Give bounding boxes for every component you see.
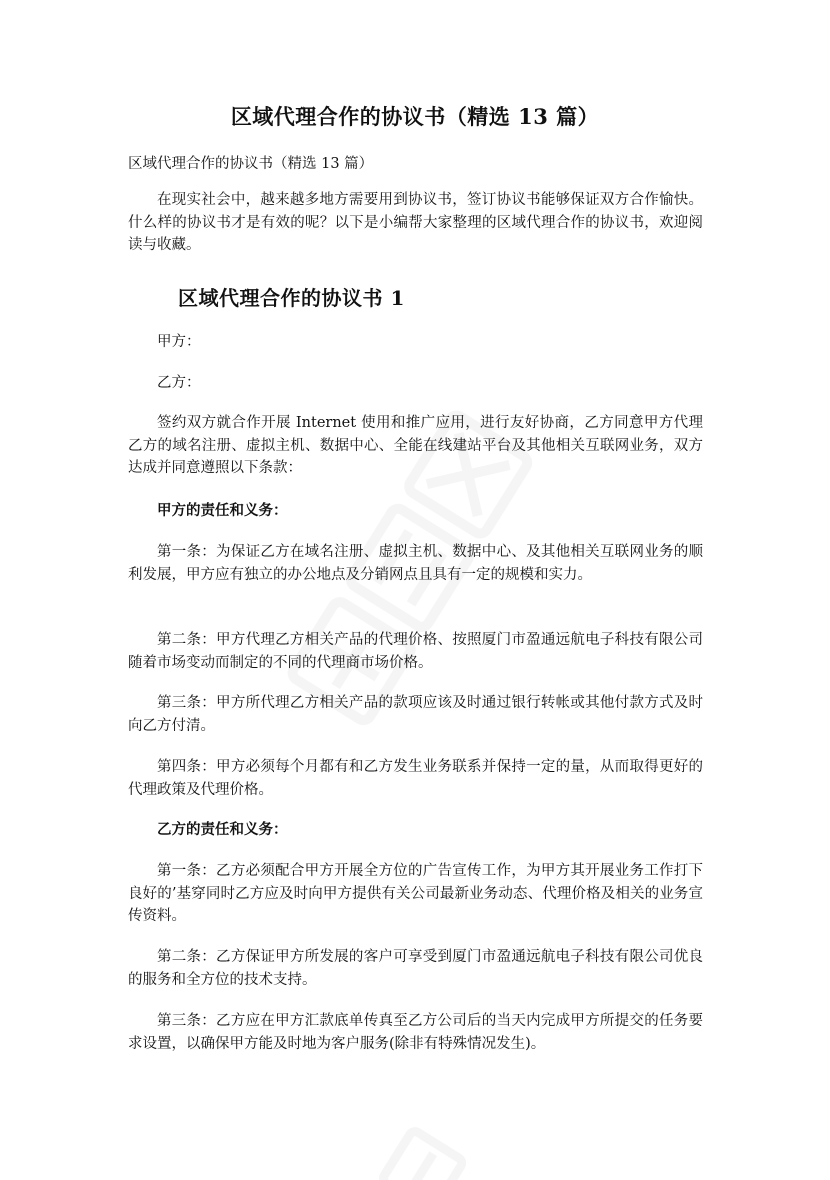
- party-a-clause-4: 第四条：甲方必须每个月都有和乙方发生业务联系并保持一定的量，从而取得更好的代理政策及代理价格。: [128, 759, 703, 798]
- document-subtitle: 区域代理合作的协议书（精选 13 篇）: [128, 156, 374, 172]
- party-a-clause-3: 第三条：甲方所代理乙方相关产品的款项应该及时通过银行转帐或其他付款方式及时向乙方付清。: [128, 695, 703, 734]
- party-b-clause-1: 第一条：乙方必须配合甲方开展全方位的广告宣传工作，为甲方其开展业务工作打下良好的’基穿同时乙方应及时向甲方提供有关公司最新业务动态、代理价格及相关的业务宣传资料。: [128, 863, 703, 924]
- intro-paragraph: 在现实社会中，越来越多地方需要用到协议书，签订协议书能够保证双方合作愉快。什么样的协议书才是有效的呢？以下是小编帮大家整理的区域代理合作的协议书，欢迎阅读与收藏。: [128, 192, 703, 253]
- party-b-clause-3: 第三条：乙方应在甲方汇款底单传真至乙方公司后的当天内完成甲方所提交的任务要求设置，以确保甲方能及时地为客户服务(除非有特殊情况发生)。: [128, 1013, 703, 1052]
- watermark-logo-partial: [330, 1080, 530, 1180]
- party-a-line: 甲方：: [157, 334, 201, 350]
- party-b-duties-heading: 乙方的责任和义务：: [157, 821, 288, 838]
- party-a-clause-1: 第一条：为保证乙方在域名注册、虚拟主机、数据中心、及其他相关互联网业务的顺利发展，甲方应有独立的办公地点及分销网点且具有一定的规模和实力。: [128, 544, 703, 583]
- section-1-heading: 区域代理合作的协议书 1: [178, 286, 405, 310]
- party-a-clause-2: 第二条：甲方代理乙方相关产品的代理价格、按照厦门市盈通远航电子科技有限公司随着市场变动而制定的不同的代理商市场价格。: [128, 632, 703, 671]
- party-b-line: 乙方：: [157, 375, 201, 391]
- party-a-duties-heading: 甲方的责任和义务：: [157, 502, 288, 519]
- preamble-paragraph: 签约双方就合作开展 Internet 使用和推广应用，进行友好协商，乙方同意甲方代理乙方的域名注册、虚拟主机、数据中心、全能在线建站平台及其他相关互联网业务，双方达成并同意遵照以下条款：: [128, 415, 703, 476]
- party-b-clause-2: 第二条：乙方保证甲方所发展的客户可享受到厦门市盈通远航电子科技有限公司优良的服务和全方位的技术支持。: [128, 949, 703, 988]
- document-title: 区域代理合作的协议书（精选 13 篇）: [230, 104, 600, 129]
